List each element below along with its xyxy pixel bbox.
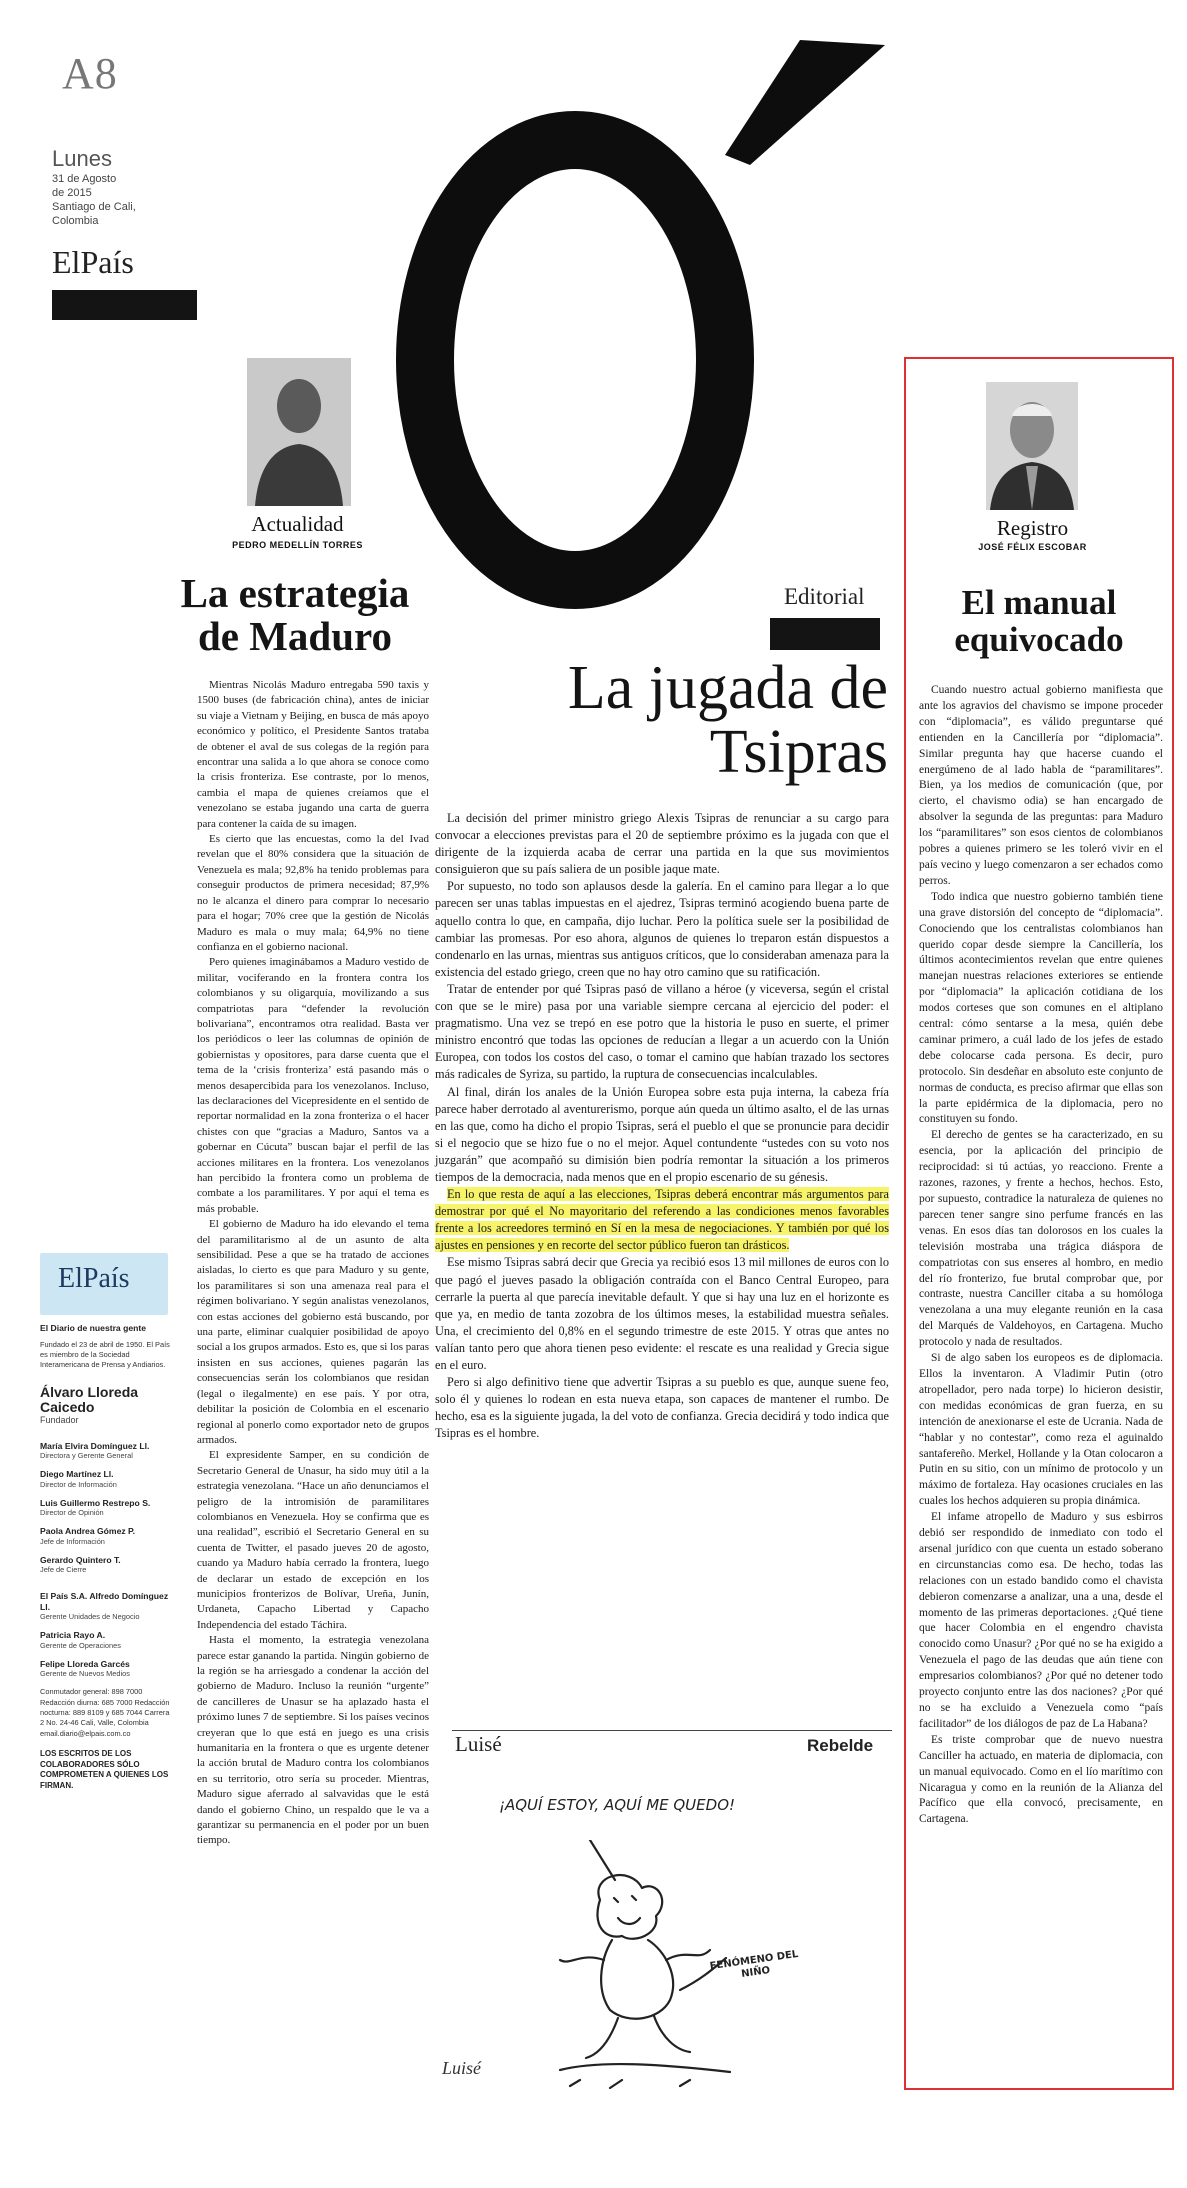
staff-role: Directora y Gerente General — [40, 1451, 133, 1461]
person-silhouette-icon — [247, 358, 351, 506]
date-line: Colombia — [52, 215, 99, 227]
staff-name: El País S.A. Alfredo Domínguez Ll. — [40, 1591, 169, 1612]
newspaper-logo: ElPaís — [52, 244, 134, 280]
editorial-paragraph: Ese mismo Tsipras sabrá decir que Grecia ya recibió esos 13 mil millones de euros con lo que pagó el jueves pasado la obligación contraída con el Banco Central Europeo, para cerrarle la puerta al que parecía inevitable default. Y que si hay una luz en el horizonte es que ya, en medio de tanta zozobra de los últimos meses, la estabilidad muestra señales. Una, el crecimiento del 0,8% en el segundo trimestre de este 2015. Y otras que antes no valían tanto pero que ahora tienen peso evidente: el rescate es una realidad y Grecia sigue en el euro. — [435, 1255, 889, 1372]
article-paragraph: El derecho de gentes se ha caracterizado, en su esencia, por la aplicación del principio de reciprocidad: si tú actúas, yo reacciono. Frente a razones, razones, y frente a hechos, hechos. Esto, por supuesto, contradice la naturaleza de quienes no parecen tener sangre sino perfume francés en las venas. En esos días tan dolorosos en los cuales la televisión mostraba una trágica diáspora de compatriotas con sus enseres al hombro, en medio del río fronterizo, fue brutal comprobar que, por contraste, nuestra Canciller citaba a su homóloga venezolana a una muy elegante reunión en la casa del Marqués de Valdehoyos, en Cartagena. Mucho protocolo y nada de resultados. — [919, 1129, 1163, 1349]
columnist-photo — [247, 358, 351, 506]
staff-role: Gerente de Nuevos Medios — [40, 1669, 130, 1679]
decorative-o-letter — [330, 0, 890, 630]
article-paragraph: Es triste comprobar que de nuevo nuestra Canciller ha actuado, en materia de diplomacia, con un manual equivocado. Como en el lío marítimo con Nicaragua y como en la reunión de la Alianza del Pacífico que ella convocó, precisamente, en Cartagena. — [919, 1733, 1163, 1826]
staff-name: Paola Andrea Gómez P. — [40, 1526, 136, 1537]
staff-name: Luis Guillermo Restrepo S. — [40, 1497, 151, 1508]
article-paragraph: Si de algo saben los europeos es de diplomacia. Ellos la inventaron. A Vladimir Putin (otro atropellador, pero nada torpe) lo hicieron desistir, con medidas económicas de gran fuerza, en su intención de anexionarse el este de Ucrania. Nada de “hablar y no contestar”, como reza el aguinaldo santafereño. Merkel, Hollande y la Otan colocaron a Putin en su sitio, con un mínimo de protocolo y un máximo de fortaleza. Hay ocasiones cruciales en las cuales los hechos adquieren su propia dinámica. — [919, 1352, 1163, 1508]
sidebar-logo-text: ElPaís — [58, 1263, 130, 1294]
headline-line: La jugada de — [567, 654, 888, 722]
staff-name: Gerardo Quintero T. — [40, 1554, 121, 1565]
person-silhouette-icon — [986, 382, 1078, 510]
date-line: Santiago de Cali, — [52, 201, 136, 213]
editorial-paragraph: La decisión del primer ministro griego Alexis Tsipras de renunciar a su cargo para convocar a elecciones previstas para el 20 de septiembre próximo es la jugada con que el dirigente de la izquierda acaba de cerrar una partida en la que sus movimientos consiguieron que su país saliera de un posible jaque mate. — [435, 811, 889, 877]
headline-line: El manual — [961, 583, 1117, 622]
page-number: A8 — [62, 49, 118, 98]
staff-name: Diego Martínez Ll. — [40, 1469, 114, 1480]
article-paragraph: El expresidente Samper, en su condición de Secretario General de Unasur, ha sido muy útil a la estrategia venezolana. “Hace un año denunciamos el peligro de la intromisión de paramilitares colombianos en Venezuela. Hoy se confirma que es una realidad”, escribió el Secretario General en su cuenta de Twitter, el pasado jueves 20 de agosto, cuando ya Maduro había cerrado la frontera, luego de declarar un estado de excepción en los municipios fronterizos de Bolívar, Ureña, Junín, Urdaneta, Capacho Libertad y Capacho Independencia del estado Táchira. — [197, 1449, 429, 1631]
staff-role: Jefe de Cierre — [40, 1565, 87, 1575]
founder-name: Álvaro Lloreda Caicedo — [40, 1383, 139, 1415]
date-day: Lunes — [52, 146, 112, 171]
redaction-bar — [770, 618, 880, 650]
staff-sidebar — [40, 1253, 175, 1791]
headline-tsipras — [476, 656, 888, 784]
cartoon-divider — [452, 1730, 892, 1731]
article-paragraph: El gobierno de Maduro ha ido elevando el tema del paramilitarismo al de un asunto de alta sensibilidad. Pese a que se ha tratado de acciones aisladas, lo cierto es que para Maduro y su gente, los paramilitares si son una amenaza real para el régimen bolivariano. Y según analistas venezolanos, con estas acciones del gobierno está buscando, por una parte, eliminar cualquier posibilidad de apoyo social a los grupos armados. Esto es, que si los paras insisten en sus acciones, quienes pagarán las consecuencias serán los colombianos que residan (legal o ilegalmente) en ese país. Y por otra, debilitar la posición de Colombia en el escenario regional al ponerlo como exportador neto de grupos armados. — [197, 1218, 429, 1446]
staff-role: Director de Información — [40, 1479, 117, 1489]
columnist-photo — [986, 382, 1078, 510]
staff-role: Gerente Unidades de Negocio — [40, 1612, 140, 1622]
editorial-kicker: Editorial — [784, 584, 865, 609]
sidebar-disclaimer: LOS ESCRITOS DE LOS COLABORADORES SÓLO COMPROMETEN A QUIENES LOS FIRMAN. — [40, 1749, 169, 1790]
sidebar-contact: Conmutador general: 898 7000 Redacción diurna: 685 7000 Redacción nocturna: 889 8109 y 685 7044 Carrera 2 No. 24-46 Cali, Valle, Colombia email.diario@elpais.com.co — [40, 1687, 170, 1738]
article-manual-body — [919, 683, 1163, 1828]
editorial-body — [435, 810, 889, 1442]
staff-name: María Elvira Domínguez Ll. — [40, 1440, 150, 1451]
article-paragraph: Pero quienes imaginábamos a Maduro vestido de militar, vociferando en la frontera contra los colombianos y su oligarquía, movilizando a sus compatriotas para “defender la revolución bolivariana”, encontramos otra realidad. Basta ver los periódicos o leer las columnas de opinión de gobiernistas y opositores, para darse cuenta que el tema de la ‘crisis fronteriza’ está pasando más o menos desapercibida para los venezolanos. Incluso, las declaraciones del Vicepresidente en el sentido de reportar normalidad en la zona fronteriza o el hacer chistes con que “gracias a Maduro, Santos va a gobernar en Cúcuta” buscan bajar el perfil de las acciones militares en la frontera. Los venezolanos han percibido la frontera como un problema de combate a los paramilitares. Y por aquí el tema es más probable. — [197, 956, 429, 1215]
cartoon-title: Rebelde — [807, 1736, 874, 1755]
article-paragraph: Cuando nuestro actual gobierno manifiesta que ante los agravios del chavismo se impone proceder con “diplomacia”, es válido preguntarse qué entienden en la Cancillería por “diplomacia”. Similar pregunta hay que hacerse cuando el energúmeno de al lado habla de “paramilitares”. Bien, ya los medios de comunicación (que, por cierto, el chavismo odia) se han encargado de absolver la segunda de las preguntas: para Maduro los “paramilitares” son esos cientos de colombianos pobres a quienes primero se les toleró vivir en el país vecino y luego comenzaron a ser echados como perros. — [919, 684, 1163, 887]
founder-role: Fundador — [40, 1414, 79, 1425]
author-byline: PEDRO MEDELLÍN TORRES — [232, 540, 363, 550]
staff-role: Gerente de Operaciones — [40, 1640, 121, 1650]
headline-line: equivocado — [954, 619, 1124, 659]
cartoon-signature: Luisé — [442, 2058, 482, 2078]
sidebar-tagline: El Diario de nuestra gente — [40, 1323, 147, 1333]
staff-name: Felipe Lloreda Garcés — [40, 1658, 130, 1669]
staff-role: Director de Opinión — [40, 1508, 104, 1518]
cartoon-artist: Luisé — [455, 1732, 502, 1756]
highlighted-text: En lo que resta de aquí a las elecciones, Tsipras deberá encontrar más argumentos para demostrar por qué el No mayoritario del referendo a las condiciones menos favorables frente a los acreedores terminó en Sí en la mesa de negociaciones. Y también por qué los ajustes en pensiones y en recorte del sector público fueron tan drásticos. — [435, 1187, 889, 1253]
section-tag-registro: Registro — [996, 516, 1069, 540]
author-byline: JOSÉ FÉLIX ESCOBAR — [978, 542, 1087, 552]
article-paragraph: Mientras Nicolás Maduro entregaba 590 taxis y 1500 buses (de fabricación china), antes de iniciar su viaje a Vietnam y Beijing, en busca de más apoyo económico y político, el Presidente Santos trataba de obtener el aval de sus colegas de la región para encontrar una salida a lo que ahora se conoce como la crisis fronteriza. Ese contraste, por lo menos, cambia el mapa de quienes creíamos que el venezolano se estaba jugando una carta de guerra para contener la caída de su imagen. — [197, 679, 429, 830]
headline-line: de Maduro — [197, 613, 392, 660]
staff-role: Jefe de Información — [40, 1536, 105, 1546]
section-tag-actualidad: Actualidad — [251, 512, 344, 536]
date-line: 31 de Agosto — [52, 173, 117, 185]
editorial-paragraph: Al final, dirán los anales de la Unión Europea sobre esta puja interna, la cabeza fría parece haber derrotado al aventurerismo, porque aún queda un último asalto, el de las urnas en las que, como ha dicho el propio Tsipras, será el pueblo el que se pronuncie para decidir si el negocio que se hizo fue o no el mejor. Aquel contundente “ustedes con su voto nos juzgarán” que acompañó su dimisión bien podría remontar la situación a los primeros tiempos de la democracia, nada menos que en el propio escenario de su génesis. — [435, 1084, 889, 1184]
staff-name: Patricia Rayo A. — [40, 1630, 106, 1641]
editorial-paragraph: Por supuesto, no todo son aplausos desde la galería. En el camino para llegar a lo que parecen ser unas tablas impuestas en el ajedrez, Tsipras terminó acogiendo buena parte de aquello contra lo que, en campaña, dijo luchar. Pero la política suele ser la posibilidad de cambiar las promesas. Por eso ahora, algunos de quienes lo treparon están dispuestos a condenarlo en las urnas, mientras sus antiguos críticos, que lo consideraban amenaza para la existencia del estado griego, creen que no hay otro camino que su ratificación. — [435, 879, 889, 979]
date-line: de 2015 — [52, 187, 92, 199]
article-paragraph: Todo indica que nuestro gobierno también tiene una grave distorsión del concepto de “diplomacia”. Conociendo que los centralistas colombianos han querido copar desde siempre la Cancillería, los últimos acontecimientos revelan que entre quienes manejan nuestras relaciones exteriores se entiende por “diplomacia” la aplicación cotidiana de los modos corteses que son comunes en el altiplano central: cómo sentarse a la mesa, quién debe caminar primero, a cuál lado de los jefes de estado debe colocarse cada persona. Es decir, puro protocolo. Sin desdeñar en absoluto este conjunto de normas de conducta, es preciso afirmar que ellas son la parte epidérmica de la diplomacia, pero no constituyen su fondo. — [919, 890, 1163, 1126]
headline-maduro — [165, 572, 425, 658]
headline-manual — [910, 585, 1168, 659]
cartoon-label: FENÓMENO DEL NIÑO — [709, 1948, 800, 1980]
staff-list — [40, 1441, 175, 1680]
article-paragraph: Es cierto que las encuestas, como la del Ivad revelan que el 80% considera que la situación de Venezuela es mala; 92,8% ha tenido problemas para conseguir productos de primera necesidad; 87,9% no le alcanza el dinero para comprar lo necesario para el hogar; 70% cree que la gestión de Nicolás Maduro es mala o muy mala; 64,9% no tiene confianza en el gobierno nacional. — [197, 833, 429, 953]
editorial-highlighted-paragraph — [435, 1186, 889, 1254]
sidebar-logo — [40, 1253, 168, 1315]
cartoon-speech: ¡AQUÍ ESTOY, AQUÍ ME QUEDO! — [498, 1796, 736, 1814]
date-block — [52, 146, 202, 228]
headline-line: La estrategia — [180, 570, 410, 616]
editorial-paragraph: Tratar de entender por qué Tsipras pasó de villano a héroe (y viceversa, según el cristal con que se le mire) pasa por una variable siempre cercana al ejercicio del poder: el pragmatismo. Una vez se trepó en ese potro que la historia le puso en suerte, el primer ministro encontró que todas las opciones de reducían a llegar a un acuerdo con la Unión Europea, con todos los costos del caso, o tomar el camino que habían trazado los sectores más radicales de Syriza, su partido, la ruptura de consecuencias incalculables. — [435, 981, 889, 1082]
article-paragraph: Hasta el momento, la estrategia venezolana parece estar ganando la partida. Ningún gobierno de la región se ha arriesgado a condenar la acción del gobierno de Maduro. Incluso la reunión “urgente” de cancilleres de Unasur se ha aplazado hasta el próximo lunes 7 de septiembre. Si los países vecinos creyeran que lo que está en juego es una crisis humanitaria en la frontera o que es urgente detener la acción brutal de Maduro contra los colombianos en su territorio, otro sería su proceder. Mientras, Maduro sigue aferrado al salvavidas que le está dando el gobierno Chino, un respaldo que le va a garantizar su permanencia en el poder por un buen tiempo. — [197, 1634, 429, 1847]
article-paragraph: El infame atropello de Maduro y sus esbirros debió ser respondido de inmediato con todo el arsenal jurídico con que cuenta un estado soberano en circunstancias como esa. De hecho, todas las relaciones con un estado bandido como el chavista debieron comenzarse a analizar, una a una, desde el momento de las primeras deportaciones. ¿Qué tiene que hacer Colombia en el engendro chavista conocido como Unasur? ¿Por qué no se ha exigido a Venezuela el pago de las deudas que aún tiene con empresarios colombianos? ¿Por qué no detener todo proyecto conjunto entre las dos naciones? ¿Por qué no se ha excluido a Venezuela como “país facilitador” de los diálogos de paz de La Habana? — [919, 1511, 1163, 1730]
editorial-paragraph: Pero si algo definitivo tiene que advertir Tsipras a su pueblo es que, aunque suene feo, solo él y quienes lo rodean en esta nueva etapa, son capaces de mantener el rumbo. De hecho, esa es la siguiente jugada, la del voto de confianza. Grecia decidirá y todo indica que Tsipras es el hombre. — [435, 1375, 889, 1441]
redaction-bar — [52, 290, 197, 320]
sidebar-founded: Fundado el 23 de abril de 1950. El País es miembro de la Sociedad Interamericana de Prensa y Andiarios. — [40, 1339, 170, 1370]
headline-line: Tsipras — [709, 718, 888, 786]
article-maduro-body — [197, 678, 429, 1849]
